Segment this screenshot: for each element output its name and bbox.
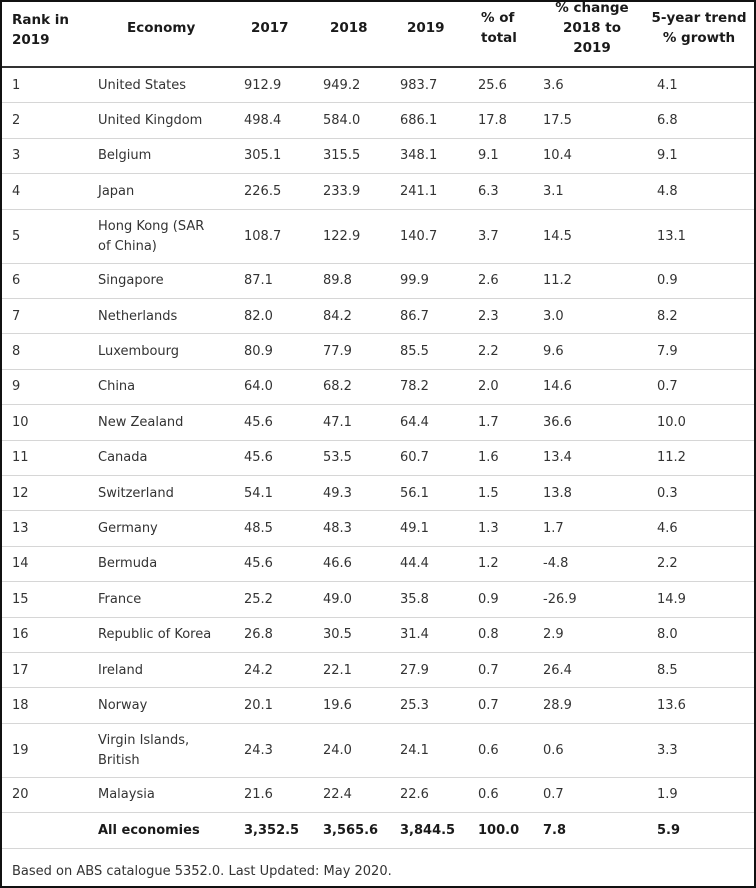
value-2018-cell: 47.1 [323, 414, 352, 430]
pct-total-cell: 1.6 [478, 450, 499, 466]
economy-cell [98, 731, 189, 771]
header-rank-line-1: Rank in [12, 12, 70, 28]
value-2017-cell: 108.7 [244, 228, 282, 244]
pct-change-cell: -4.8 [543, 556, 569, 572]
pct-change-cell: 28.9 [543, 698, 572, 714]
total-economy-cell: All economies [98, 823, 200, 839]
pct-total-cell: 2.6 [478, 273, 499, 289]
rank-cell: 13 [12, 521, 29, 537]
total-trend-cell: 5.9 [657, 823, 681, 839]
value-2019-cell: 140.7 [400, 228, 438, 244]
trend-cell: 0.7 [657, 379, 678, 395]
pct-change-cell: 17.5 [543, 113, 572, 129]
value-2018-cell: 84.2 [323, 308, 352, 324]
value-2019-cell: 49.1 [400, 521, 429, 537]
value-2018-cell: 233.9 [323, 183, 361, 199]
pct-change-cell: 9.6 [543, 344, 564, 360]
table-row [2, 299, 754, 334]
trend-cell: 0.9 [657, 273, 678, 289]
pct-change-cell: -26.9 [543, 591, 577, 607]
economy-line: Norway [98, 698, 148, 714]
economy-cell [98, 182, 134, 202]
pct-change-cell: 1.7 [543, 521, 564, 537]
rank-cell: 1 [12, 77, 21, 93]
rank-cell: 11 [12, 450, 29, 466]
value-2019-cell: 78.2 [400, 379, 429, 395]
value-2018-cell: 77.9 [323, 344, 352, 360]
value-2019-cell: 25.3 [400, 698, 429, 714]
pct-total-cell: 17.8 [478, 113, 507, 129]
value-2019-cell: 983.7 [400, 77, 438, 93]
value-2019-cell: 686.1 [400, 113, 438, 129]
footnote: Based on ABS catalogue 5352.0. Last Updated: May 2020. [12, 864, 392, 879]
economy-line: Switzerland [98, 485, 174, 501]
pct-change-cell: 0.7 [543, 787, 564, 803]
trend-cell: 2.2 [657, 556, 678, 572]
economy-cell [98, 484, 174, 504]
economy-cell [98, 625, 211, 645]
value-2018-cell: 49.0 [323, 591, 352, 607]
pct-total-cell: 6.3 [478, 183, 499, 199]
pct-change-cell: 13.4 [543, 450, 572, 466]
economy-line: of China) [98, 238, 157, 254]
value-2018-cell: 68.2 [323, 379, 352, 395]
economy-cell [98, 554, 157, 574]
rank-cell: 20 [12, 787, 29, 803]
value-2018-cell: 122.9 [323, 228, 361, 244]
value-2018-cell: 315.5 [323, 148, 361, 164]
value-2017-cell: 45.6 [244, 556, 273, 572]
pct-change-cell: 3.0 [543, 308, 564, 324]
pct-change-cell: 13.8 [543, 485, 572, 501]
economy-line: Malaysia [98, 787, 155, 803]
total-value-2018-cell: 3,565.6 [323, 823, 379, 839]
value-2019-cell: 86.7 [400, 308, 429, 324]
value-2017-cell: 21.6 [244, 787, 273, 803]
value-2017-cell: 80.9 [244, 344, 273, 360]
header-rank [12, 10, 69, 50]
header-rank-line-2: 2019 [12, 32, 50, 48]
economy-cell [98, 413, 183, 433]
value-2019-cell: 56.1 [400, 485, 429, 501]
table-row [2, 139, 754, 174]
value-2017-cell: 45.6 [244, 414, 273, 430]
value-2019-cell: 241.1 [400, 183, 438, 199]
table-row [2, 511, 754, 546]
trend-cell: 7.9 [657, 344, 678, 360]
pct-total-cell: 0.7 [478, 698, 499, 714]
value-2018-cell: 48.3 [323, 521, 352, 537]
header-pct-total-line-2: total [481, 30, 517, 46]
header-pct-total-line-1: % of [481, 10, 515, 26]
pct-total-cell: 0.7 [478, 662, 499, 678]
value-2017-cell: 24.3 [244, 742, 273, 758]
table-row [2, 688, 754, 723]
pct-total-cell: 1.7 [478, 414, 499, 430]
rank-cell: 7 [12, 308, 21, 324]
total-value-2017-cell: 3,352.5 [244, 823, 300, 839]
economy-cell [98, 590, 141, 610]
value-2019-cell: 348.1 [400, 148, 438, 164]
value-2017-cell: 26.8 [244, 627, 273, 643]
header-trend-line-1: 5-year trend [651, 10, 747, 26]
table-row [2, 476, 754, 511]
value-2019-cell: 44.4 [400, 556, 429, 572]
trend-cell: 13.6 [657, 698, 686, 714]
economy-line: Japan [98, 183, 135, 199]
economy-line: Netherlands [98, 308, 178, 324]
value-2018-cell: 22.1 [323, 662, 352, 678]
pct-change-cell: 3.6 [543, 77, 564, 93]
pct-total-cell: 1.3 [478, 521, 499, 537]
economy-cell [98, 785, 155, 805]
table-row [2, 618, 754, 653]
row-divider [2, 848, 754, 849]
header-pct-total [481, 8, 517, 48]
value-2017-cell: 912.9 [244, 77, 282, 93]
pct-total-cell: 2.2 [478, 344, 499, 360]
economy-cell [98, 377, 135, 397]
pct-total-cell: 2.3 [478, 308, 499, 324]
pct-total-cell: 0.8 [478, 627, 499, 643]
value-2018-cell: 24.0 [323, 742, 352, 758]
pct-total-cell: 2.0 [478, 379, 499, 395]
total-value-2019-cell: 3,844.5 [400, 823, 456, 839]
rank-cell: 3 [12, 148, 21, 164]
rank-cell: 4 [12, 183, 21, 199]
value-2019-cell: 27.9 [400, 662, 429, 678]
value-2018-cell: 49.3 [323, 485, 352, 501]
economy-cell [98, 76, 186, 96]
pct-total-cell: 1.2 [478, 556, 499, 572]
pct-change-cell: 11.2 [543, 273, 572, 289]
rank-cell: 15 [12, 591, 29, 607]
economy-line: France [98, 591, 142, 607]
trend-cell: 4.8 [657, 183, 678, 199]
header-pct-change-line-1: % change [555, 0, 629, 16]
economy-line: China [98, 379, 136, 395]
table-row [2, 103, 754, 138]
value-2018-cell: 30.5 [323, 627, 352, 643]
economy-line: United Kingdom [98, 113, 203, 129]
rank-cell: 5 [12, 228, 21, 244]
rank-cell: 6 [12, 273, 21, 289]
trend-cell: 10.0 [657, 414, 686, 430]
table-row [2, 778, 754, 813]
trend-cell: 9.1 [657, 148, 678, 164]
rank-cell: 9 [12, 379, 21, 395]
pct-total-cell: 0.6 [478, 742, 499, 758]
trend-cell: 8.2 [657, 308, 678, 324]
economy-line: New Zealand [98, 414, 184, 430]
table-row [2, 334, 754, 369]
trend-cell: 8.5 [657, 662, 678, 678]
value-2018-cell: 89.8 [323, 273, 352, 289]
rank-cell: 19 [12, 742, 29, 758]
total-row [2, 813, 754, 849]
economy-line: Virgin Islands, [98, 732, 190, 748]
value-2019-cell: 64.4 [400, 414, 429, 430]
header-economy: Economy [127, 20, 196, 36]
economy-line: United States [98, 77, 187, 93]
value-2019-cell: 85.5 [400, 344, 429, 360]
value-2017-cell: 25.2 [244, 591, 273, 607]
value-2018-cell: 949.2 [323, 77, 361, 93]
rank-cell: 14 [12, 556, 29, 572]
value-2019-cell: 24.1 [400, 742, 429, 758]
trend-cell: 6.8 [657, 113, 678, 129]
pct-total-cell: 9.1 [478, 148, 499, 164]
total-pct-total-cell: 100.0 [478, 823, 520, 839]
table-row [2, 174, 754, 209]
value-2019-cell: 22.6 [400, 787, 429, 803]
pct-total-cell: 0.6 [478, 787, 499, 803]
value-2019-cell: 35.8 [400, 591, 429, 607]
value-2018-cell: 19.6 [323, 698, 352, 714]
value-2017-cell: 87.1 [244, 273, 273, 289]
economy-cell [98, 146, 151, 166]
economy-cell [98, 217, 204, 257]
table-row [2, 210, 754, 264]
trend-cell: 4.6 [657, 521, 678, 537]
pct-total-cell: 0.9 [478, 591, 499, 607]
rank-cell: 12 [12, 485, 29, 501]
header-2017: 2017 [251, 20, 289, 36]
value-2017-cell: 82.0 [244, 308, 273, 324]
economy-cell [98, 661, 143, 681]
total-pct-change-cell: 7.8 [543, 823, 567, 839]
pct-change-cell: 10.4 [543, 148, 572, 164]
table-header [2, 2, 754, 66]
economy-line: Belgium [98, 148, 152, 164]
economy-cell [98, 519, 158, 539]
economy-line: Republic of Korea [98, 627, 212, 643]
pct-change-cell: 14.5 [543, 228, 572, 244]
value-2017-cell: 64.0 [244, 379, 273, 395]
economy-cell [98, 342, 179, 362]
value-2019-cell: 99.9 [400, 273, 429, 289]
table-row [2, 441, 754, 476]
header-2018: 2018 [330, 20, 368, 36]
value-2017-cell: 48.5 [244, 521, 273, 537]
value-2017-cell: 54.1 [244, 485, 273, 501]
rank-cell: 10 [12, 414, 29, 430]
economy-cell [98, 271, 164, 291]
trend-cell: 1.9 [657, 787, 678, 803]
rank-cell: 17 [12, 662, 29, 678]
value-2017-cell: 20.1 [244, 698, 273, 714]
table-row [2, 405, 754, 440]
trend-cell: 4.1 [657, 77, 678, 93]
value-2017-cell: 45.6 [244, 450, 273, 466]
trend-cell: 14.9 [657, 591, 686, 607]
value-2018-cell: 53.5 [323, 450, 352, 466]
header-2019: 2019 [407, 20, 445, 36]
table-row [2, 370, 754, 405]
economy-cell [98, 696, 147, 716]
trend-cell: 3.3 [657, 742, 678, 758]
table-row [2, 724, 754, 778]
rank-cell: 2 [12, 113, 21, 129]
value-2018-cell: 584.0 [323, 113, 361, 129]
value-2019-cell: 31.4 [400, 627, 429, 643]
value-2017-cell: 305.1 [244, 148, 282, 164]
rank-cell: 8 [12, 344, 21, 360]
economy-line: Germany [98, 521, 158, 537]
economy-line: Hong Kong (SAR [98, 218, 205, 234]
header-trend [650, 8, 748, 48]
pct-total-cell: 3.7 [478, 228, 499, 244]
pct-total-cell: 25.6 [478, 77, 507, 93]
trend-cell: 8.0 [657, 627, 678, 643]
trend-cell: 11.2 [657, 450, 686, 466]
pct-change-cell: 36.6 [543, 414, 572, 430]
table-row [2, 547, 754, 582]
economy-line: Canada [98, 450, 148, 466]
table-row [2, 264, 754, 299]
value-2019-cell: 60.7 [400, 450, 429, 466]
value-2018-cell: 46.6 [323, 556, 352, 572]
table-row [2, 653, 754, 688]
economy-line: Bermuda [98, 556, 158, 572]
header-pct-change-line-3: 2019 [573, 40, 611, 56]
value-2017-cell: 226.5 [244, 183, 282, 199]
pct-change-cell: 14.6 [543, 379, 572, 395]
pct-total-cell: 1.5 [478, 485, 499, 501]
table-row [2, 582, 754, 617]
trend-cell: 13.1 [657, 228, 686, 244]
economy-line: Luxembourg [98, 344, 180, 360]
pct-change-cell: 2.9 [543, 627, 564, 643]
rank-cell: 16 [12, 627, 29, 643]
table-row [2, 68, 754, 103]
trend-cell: 0.3 [657, 485, 678, 501]
header-pct-change [552, 0, 632, 58]
economy-cell [98, 448, 147, 468]
rank-cell: 18 [12, 698, 29, 714]
economy-line: Ireland [98, 662, 143, 678]
value-2017-cell: 498.4 [244, 113, 282, 129]
header-pct-change-line-2: 2018 to [562, 20, 621, 36]
pct-change-cell: 0.6 [543, 742, 564, 758]
value-2018-cell: 22.4 [323, 787, 352, 803]
header-trend-line-2: % growth [662, 30, 736, 46]
value-2017-cell: 24.2 [244, 662, 273, 678]
economy-line: British [98, 752, 140, 768]
economy-cell [98, 111, 202, 131]
economy-cell [98, 307, 177, 327]
pct-change-cell: 3.1 [543, 183, 564, 199]
economy-line: Singapore [98, 273, 164, 289]
pct-change-cell: 26.4 [543, 662, 572, 678]
